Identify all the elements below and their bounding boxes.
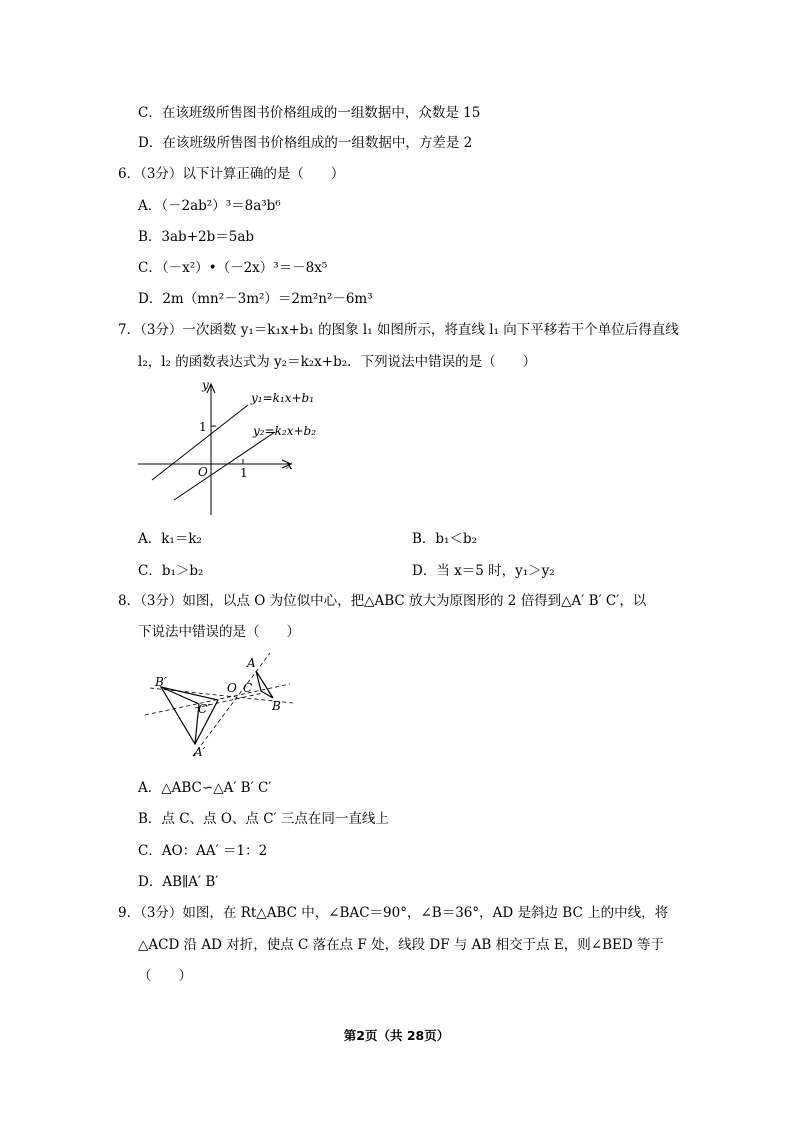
q6-stem: 6．（3分）以下计算正确的是（ ） — [118, 166, 345, 182]
q9-stem-line3: （ ） — [138, 968, 192, 984]
q8-label-b: B — [272, 699, 281, 713]
q6-option-d: D．2m（mn²－3m²）＝2m²n²－6m³ — [138, 291, 373, 307]
q7-label-x: x — [286, 458, 293, 472]
q9-stem-line1: 9．（3分）如图，在 Rt△ABC 中，∠BAC＝90°，∠B＝36°，AD 是斜边 BC 上的中线，将 — [118, 905, 669, 921]
q8-label-c2: C′ — [198, 702, 210, 716]
q7-label-o: O — [198, 465, 208, 479]
q7-tick-x1: 1 — [240, 466, 248, 480]
q8-label-a2: A′ — [194, 745, 206, 759]
q5-option-d: D．在该班级所售图书价格组成的一组数据中，方差是 2 — [138, 135, 473, 151]
q8-figure — [135, 648, 305, 763]
q7-line-l2 — [174, 432, 275, 500]
q6-option-c: C．（－x²）•（－2x）³＝－8x⁵ — [138, 260, 328, 276]
q8-label-o: O — [227, 681, 237, 695]
q5-option-c: C．在该班级所售图书价格组成的一组数据中，众数是 15 — [138, 105, 481, 121]
q8-option-c: C．AO：AA′ ＝1：2 — [138, 843, 268, 859]
q8-option-a: A．△ABC∽△A′ B′ C′ — [138, 780, 272, 796]
q7-label-line2: y₂=k₂x+b₂ — [253, 424, 317, 438]
q7-stem-line1: 7．（3分）一次函数 y₁＝k₁x+b₁ 的图象 l₁ 如图所示，将直线 l₁ 向下平移若干个单位后得直线 — [118, 322, 679, 338]
q7-option-a: A．k₁＝k₂ — [138, 531, 202, 547]
q7-label-y: y — [202, 378, 209, 392]
q8-label-b2: B′ — [155, 675, 167, 689]
page-footer: 第2页（共 28页） — [343, 1028, 450, 1043]
q8-stem-line1: 8．（3分）如图，以点 O 为位似中心，把△ABC 放大为原图形的 2 倍得到△A′ B′ C′，以 — [118, 593, 647, 609]
q7-option-b: B．b₁＜b₂ — [412, 531, 478, 547]
q7-option-c: C．b₁＞b₂ — [138, 563, 204, 579]
q9-stem-line2: △ACD 沿 AD 对折，使点 C 落在点 F 处，线段 DF 与 AB 相交于点 E，则∠BED 等于 — [138, 937, 664, 953]
q6-option-a: A．（－2ab²）³＝8a³b⁶ — [138, 198, 281, 214]
q7-tick-y1: 1 — [199, 420, 207, 434]
q7-figure — [130, 375, 350, 520]
q7-stem-line2: l₂，l₂ 的函数表达式为 y₂＝k₂x+b₂．下列说法中错误的是（ ） — [138, 354, 537, 370]
q7-option-d: D．当 x＝5 时，y₁＞y₂ — [412, 563, 555, 579]
q8-label-a: A — [247, 656, 256, 670]
q6-option-b: B．3ab+2b＝5ab — [138, 229, 255, 245]
q8-stem-line2: 下说法中错误的是（ ） — [138, 624, 300, 640]
q8-option-d: D．AB∥A′ B′ — [138, 874, 219, 890]
q8-label-c: C — [243, 681, 253, 695]
q7-label-line1: y₁=k₁x+b₁ — [251, 391, 315, 405]
q8-option-b: B．点 C、点 O、点 C′ 三点在同一直线上 — [138, 811, 389, 827]
